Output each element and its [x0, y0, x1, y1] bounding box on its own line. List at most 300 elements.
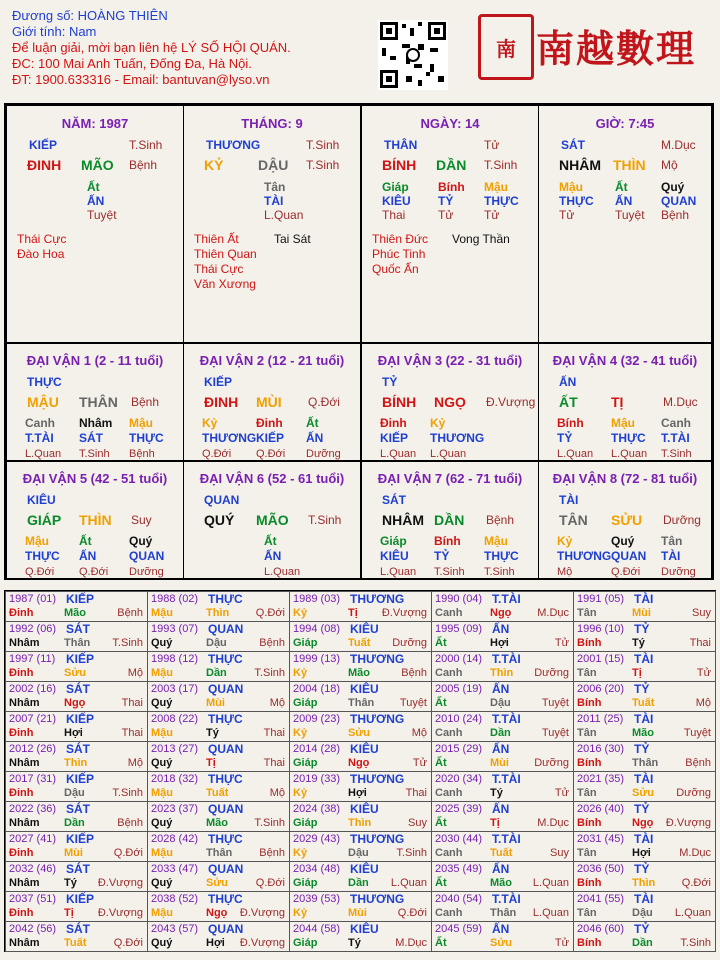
heavenly-stem: GIÁP: [27, 512, 62, 528]
year-label: 1988 (02): [151, 593, 199, 605]
star-label: Thiên Ất: [194, 232, 239, 246]
stage-label: Bệnh: [486, 513, 515, 527]
hidden-ten-god: THỰC: [25, 549, 60, 563]
year-label: 1990 (04): [435, 593, 483, 605]
year-branch: Hợi: [348, 787, 367, 799]
year-cell: [289, 861, 432, 892]
year-stem: Bính: [577, 877, 602, 889]
hidden-stage: Tuyệt: [87, 208, 117, 222]
year-cell: [573, 621, 716, 652]
year-stem: Mậu: [151, 787, 173, 799]
hidden-stem: Tân: [264, 180, 286, 194]
year-stage: Tuyệt: [399, 697, 427, 709]
year-label: 1991 (05): [577, 593, 625, 605]
year-label: 1994 (08): [293, 623, 341, 635]
pillar-cell: [361, 105, 539, 344]
year-cell: [573, 891, 716, 922]
year-ten-god: THƯƠNG: [350, 592, 405, 606]
hidden-stage: T.Sinh: [434, 566, 465, 578]
year-label: 2016 (30): [577, 743, 625, 755]
year-cell: [5, 801, 148, 832]
year-stage: Đ.Vượng: [239, 937, 285, 949]
year-stage: Q.Đới: [113, 847, 143, 859]
year-stem: Đinh: [9, 727, 34, 739]
year-cell: [289, 591, 432, 622]
ten-god-label: QUAN: [204, 493, 240, 507]
year-branch: Dậu: [632, 907, 653, 919]
year-branch: Tị: [64, 907, 74, 919]
year-ten-god: KIẾP: [66, 892, 95, 906]
year-branch: Tý: [206, 727, 219, 739]
year-stem: Kỷ: [293, 727, 308, 739]
year-cell: [431, 651, 574, 682]
year-branch: Dậu: [348, 847, 369, 859]
year-cell: [5, 621, 148, 652]
stage-label: Bệnh: [131, 395, 160, 409]
year-stage: Dưỡng: [676, 787, 711, 799]
year-stem: Kỷ: [293, 667, 308, 679]
year-cell: [289, 891, 432, 922]
year-cell: [573, 801, 716, 832]
year-stem: Bính: [577, 757, 602, 769]
hidden-stage: Dưỡng: [306, 448, 341, 460]
year-ten-god: TỶ: [634, 622, 650, 636]
year-stage: L.Quan: [674, 907, 711, 919]
year-cell: [147, 681, 290, 712]
hidden-ten-god: KIÊU: [380, 549, 409, 563]
year-ten-god: THƯƠNG: [350, 772, 405, 786]
logo-text: 南越數理: [536, 26, 697, 71]
year-stem: Nhâm: [9, 877, 40, 889]
year-cell: [431, 891, 574, 922]
stage-label: M.Dục: [661, 138, 696, 152]
year-label: 2025 (39): [435, 803, 483, 815]
year-stage: Dưỡng: [392, 637, 427, 649]
year-cell: [573, 741, 716, 772]
year-label: 1999 (13): [293, 653, 341, 665]
year-label: 2027 (41): [9, 833, 57, 845]
star-label: Thiên Quan: [194, 247, 257, 261]
year-stage: T.Sinh: [112, 787, 143, 799]
year-cell: [431, 801, 574, 832]
earthly-branch: THÂN: [79, 394, 118, 410]
year-stage: Mộ: [127, 757, 143, 769]
hidden-ten-god: TÀI: [661, 549, 681, 563]
year-ten-god: ẤN: [492, 622, 510, 636]
year-stage: T.Sinh: [396, 847, 427, 859]
hidden-stem: Canh: [25, 416, 55, 430]
earthly-branch: MÙI: [256, 394, 282, 410]
ten-god-label: TỶ: [382, 375, 398, 389]
year-cell: [5, 771, 148, 802]
year-stage: M.Dục: [537, 607, 569, 619]
year-ten-god: THỰC: [208, 772, 243, 786]
year-cell: [431, 861, 574, 892]
hidden-ten-god: THƯƠNG: [430, 431, 485, 445]
year-branch: Tị: [490, 817, 500, 829]
year-stem: Nhâm: [9, 697, 40, 709]
year-stem: Tân: [577, 667, 597, 679]
year-stage: Suy: [550, 847, 569, 859]
year-stage: Bệnh: [259, 637, 285, 649]
year-stage: L.Quan: [532, 907, 569, 919]
hidden-stem: Mậu: [611, 416, 635, 430]
ten-god-label: ẤN: [559, 375, 577, 389]
year-stem: Ất: [435, 757, 447, 769]
year-ten-god: TỶ: [634, 862, 650, 876]
year-ten-god: T.TÀI: [492, 592, 521, 606]
hidden-stage: L.Quan: [25, 448, 62, 460]
year-stage: Q.Đới: [113, 937, 143, 949]
year-cell: [573, 651, 716, 682]
year-cell: [5, 861, 148, 892]
hidden-ten-god: TỶ: [557, 431, 573, 445]
year-ten-god: TỶ: [634, 802, 650, 816]
year-cell: [147, 891, 290, 922]
year-ten-god: QUAN: [208, 742, 244, 756]
year-branch: Mùi: [206, 697, 225, 709]
year-cell: [5, 651, 148, 682]
year-stem: Tân: [577, 907, 597, 919]
luck-cycle-title: ĐẠI VẬN 6 (52 - 61 tuổi): [199, 471, 345, 486]
year-label: 2020 (34): [435, 773, 483, 785]
year-branch: Tị: [206, 757, 216, 769]
star-label: Tai Sát: [274, 232, 311, 246]
year-stage: Tử: [554, 637, 569, 649]
hidden-stem: Kỷ: [202, 416, 218, 430]
year-branch: Sửu: [348, 727, 371, 739]
year-stem: Bính: [577, 817, 602, 829]
hidden-stem: Tân: [661, 534, 683, 548]
year-stage: Suy: [692, 607, 711, 619]
pillar-title: GIỜ: 7:45: [595, 116, 655, 131]
hidden-stem: Đinh: [256, 416, 283, 430]
year-label: 2007 (21): [9, 713, 57, 725]
year-label: 2006 (20): [577, 683, 625, 695]
heavenly-stem: MẬU: [27, 394, 59, 410]
year-label: 2033 (47): [151, 863, 199, 875]
year-branch: Mùi: [632, 607, 651, 619]
year-stem: Nhâm: [9, 637, 40, 649]
luck-cycle-title: ĐẠI VẬN 8 (72 - 81 tuổi): [552, 471, 698, 486]
year-stem: Canh: [435, 787, 463, 799]
year-stage: Thai: [263, 727, 285, 739]
ten-god-label: THƯƠNG: [206, 138, 261, 152]
year-branch: Thân: [632, 757, 659, 769]
year-stage: T.Sinh: [112, 637, 143, 649]
hidden-stem: Quý: [129, 534, 153, 548]
year-stage: Mộ: [411, 727, 427, 739]
year-branch: Mùi: [348, 907, 367, 919]
year-label: 2031 (45): [577, 833, 625, 845]
year-stage: Suy: [408, 817, 427, 829]
hidden-stage: Tử: [559, 208, 575, 222]
year-cell: [147, 831, 290, 862]
year-cell: [431, 831, 574, 862]
year-stem: Kỷ: [293, 787, 308, 799]
heavenly-stem: TÂN: [559, 512, 588, 528]
year-stage: Đ.Vượng: [239, 907, 285, 919]
hidden-ten-god: TÀI: [264, 194, 284, 208]
year-label: 2035 (49): [435, 863, 483, 875]
star-label: Vong Thần: [452, 232, 510, 246]
star-label: Đào Hoa: [17, 247, 65, 261]
year-stem: Quý: [151, 697, 173, 709]
year-stage: Đ.Vượng: [665, 817, 711, 829]
year-ten-god: SÁT: [66, 622, 90, 636]
earthly-branch: THÌN: [79, 512, 112, 528]
year-label: 2005 (19): [435, 683, 483, 695]
year-label: 2015 (29): [435, 743, 483, 755]
year-cell: [573, 681, 716, 712]
year-branch: Dần: [490, 727, 511, 739]
year-branch: Tuất: [632, 697, 655, 709]
year-stage: Tử: [554, 787, 569, 799]
year-ten-god: KIÊU: [350, 742, 379, 756]
header-line: Giới tính: Nam: [12, 24, 97, 39]
hidden-stage: Bệnh: [661, 208, 690, 222]
year-label: 1992 (06): [9, 623, 57, 635]
year-stem: Canh: [435, 727, 463, 739]
year-branch: Dần: [206, 667, 227, 679]
luck-cycle-cell: [183, 460, 361, 580]
luck-cycle-cell: [6, 460, 184, 580]
year-stage: Dưỡng: [534, 667, 569, 679]
year-label: 2009 (23): [293, 713, 341, 725]
year-stem: Giáp: [293, 637, 318, 649]
hidden-ten-god: ẤN: [306, 431, 324, 445]
year-branch: Ngọ: [206, 907, 228, 919]
year-ten-god: QUAN: [208, 802, 244, 816]
ten-god-label: TÀI: [559, 493, 579, 507]
star-label: Thái Cực: [17, 232, 67, 246]
year-ten-god: T.TÀI: [492, 772, 521, 786]
hidden-stage: Mộ: [557, 566, 573, 578]
stage-label: T.Sinh: [306, 158, 340, 172]
year-label: 1996 (10): [577, 623, 625, 635]
year-cell: [5, 891, 148, 922]
year-ten-god: QUAN: [208, 922, 244, 936]
year-label: 2018 (32): [151, 773, 199, 785]
year-stem: Kỷ: [293, 607, 308, 619]
year-branch: Mão: [632, 727, 654, 739]
year-stem: Bính: [577, 937, 602, 949]
year-label: 2037 (51): [9, 893, 57, 905]
earthly-branch: DẬU: [258, 157, 289, 173]
heavenly-stem: ẤT: [559, 394, 578, 410]
year-ten-god: KIÊU: [350, 802, 379, 816]
hidden-stem: Mậu: [25, 534, 49, 548]
ten-god-label: KIẾP: [29, 138, 58, 152]
year-branch: Tuất: [490, 847, 513, 859]
year-stage: Q.Đới: [255, 877, 285, 889]
year-stem: Ất: [435, 697, 447, 709]
year-ten-god: ẤN: [492, 802, 510, 816]
heavenly-stem: NHÂM: [559, 157, 601, 173]
year-label: 2039 (53): [293, 893, 341, 905]
star-label: Thiên Đức: [372, 232, 429, 246]
year-label: 2014 (28): [293, 743, 341, 755]
year-ten-god: SÁT: [66, 682, 90, 696]
hidden-stem: Đinh: [380, 416, 407, 430]
year-cell: [289, 921, 432, 952]
hidden-stem: Mậu: [559, 180, 583, 194]
year-branch: Thân: [206, 847, 233, 859]
year-label: 2028 (42): [151, 833, 199, 845]
year-cell: [5, 681, 148, 712]
year-stem: Ất: [435, 637, 447, 649]
year-cell: [431, 771, 574, 802]
year-ten-god: ẤN: [492, 742, 510, 756]
year-stem: Mậu: [151, 727, 173, 739]
year-label: 2004 (18): [293, 683, 341, 695]
earthly-branch: THÌN: [613, 157, 646, 173]
year-cell: [147, 651, 290, 682]
stage-label: Mộ: [661, 158, 678, 172]
hidden-stage: L.Quan: [264, 566, 301, 578]
hidden-stage: Tử: [484, 208, 500, 222]
year-branch: Mão: [64, 607, 86, 619]
year-branch: Tý: [348, 937, 361, 949]
year-cell: [5, 591, 148, 622]
year-stage: Q.Đới: [397, 907, 427, 919]
year-branch: Tị: [348, 607, 358, 619]
year-label: 2030 (44): [435, 833, 483, 845]
year-ten-god: SÁT: [66, 802, 90, 816]
hidden-stage: Q.Đới: [202, 448, 232, 460]
star-label: Quốc Ấn: [372, 262, 419, 276]
pillar-cell: [538, 105, 712, 344]
luck-cycle-cell: [361, 460, 539, 580]
year-stem: Nhâm: [9, 817, 40, 829]
year-ten-god: KIÊU: [350, 862, 379, 876]
year-stage: Đ.Vượng: [97, 907, 143, 919]
year-cell: [573, 711, 716, 742]
year-branch: Mão: [490, 877, 512, 889]
seal-stamp: 南: [478, 14, 534, 80]
star-label: Văn Xương: [194, 277, 256, 291]
year-cell: [147, 591, 290, 622]
pillar-cell: [6, 105, 184, 344]
year-stem: Quý: [151, 937, 173, 949]
hidden-stem: Ất: [87, 180, 100, 194]
year-stage: L.Quan: [390, 877, 427, 889]
year-stem: Giáp: [293, 817, 318, 829]
hidden-stem: Mậu: [129, 416, 153, 430]
hidden-ten-god: THỰC: [559, 194, 594, 208]
year-stage: Đ.Vượng: [381, 607, 427, 619]
year-stage: Tuyệt: [541, 697, 569, 709]
year-ten-god: KIÊU: [350, 682, 379, 696]
heavenly-stem: QUÝ: [204, 512, 235, 528]
year-cell: [147, 861, 290, 892]
hidden-ten-god: QUAN: [129, 549, 165, 563]
hidden-stem: Quý: [611, 534, 635, 548]
year-ten-god: ẤN: [492, 922, 510, 936]
year-ten-god: TÀI: [634, 832, 654, 846]
heavenly-stem: BÍNH: [382, 157, 417, 173]
year-branch: Dần: [632, 937, 653, 949]
year-branch: Thân: [348, 697, 375, 709]
year-ten-god: TÀI: [634, 892, 654, 906]
year-stem: Canh: [435, 667, 463, 679]
year-label: 2000 (14): [435, 653, 483, 665]
year-branch: Thân: [64, 637, 91, 649]
year-stem: Đinh: [9, 907, 34, 919]
hidden-ten-god: QUAN: [661, 194, 697, 208]
year-stem: Canh: [435, 847, 463, 859]
year-branch: Thân: [490, 907, 517, 919]
header: [0, 0, 720, 100]
year-branch: Mùi: [490, 757, 509, 769]
hidden-stem: Ất: [306, 416, 319, 430]
year-branch: Thìn: [348, 817, 372, 829]
year-label: 2003 (17): [151, 683, 199, 695]
year-branch: Thìn: [632, 877, 656, 889]
year-ten-god: KIẾP: [66, 592, 95, 606]
hidden-stem: Nhâm: [79, 416, 113, 430]
year-ten-god: SÁT: [66, 862, 90, 876]
year-stem: Đinh: [9, 667, 34, 679]
hidden-stage: L.Quan: [264, 208, 304, 222]
year-branch: Sửu: [490, 937, 513, 949]
hidden-stage: Q.Đới: [256, 448, 286, 460]
stage-label: T.Sinh: [306, 138, 340, 152]
hidden-stem: Kỷ: [557, 534, 573, 548]
year-branch: Mùi: [64, 847, 83, 859]
year-stage: Bệnh: [117, 607, 143, 619]
year-label: 2008 (22): [151, 713, 199, 725]
hidden-stem: Quý: [661, 180, 685, 194]
hidden-ten-god: THỰC: [129, 431, 164, 445]
star-label: Phúc Tinh: [372, 247, 426, 261]
luck-cycle-title: ĐẠI VẬN 1 (2 - 11 tuổi): [26, 353, 164, 368]
year-branch: Hợi: [64, 727, 83, 739]
year-stage: Thai: [121, 727, 143, 739]
year-label: 1993 (07): [151, 623, 199, 635]
earthly-branch: DẦN: [436, 157, 467, 173]
year-branch: Ngọ: [490, 607, 512, 619]
year-stem: Giáp: [293, 697, 318, 709]
year-stage: L.Quan: [532, 877, 569, 889]
year-branch: Thìn: [490, 667, 514, 679]
hidden-stem: Ất: [79, 534, 92, 548]
earthly-branch: SỬU: [611, 512, 643, 528]
hidden-stem: Ất: [615, 180, 628, 194]
year-ten-god: T.TÀI: [492, 892, 521, 906]
year-stem: Mậu: [151, 667, 173, 679]
year-stage: Tử: [554, 937, 569, 949]
year-ten-god: TÀI: [634, 592, 654, 606]
year-ten-god: KIẾP: [66, 652, 95, 666]
year-stem: Kỷ: [293, 847, 308, 859]
earthly-branch: MÃO: [256, 512, 289, 528]
hidden-ten-god: ẤN: [615, 194, 633, 208]
year-cell: [431, 591, 574, 622]
year-stem: Bính: [577, 637, 602, 649]
year-stage: Dưỡng: [534, 757, 569, 769]
year-stage: Đ.Vượng: [97, 877, 143, 889]
stage-label: T.Sinh: [484, 158, 518, 172]
ten-god-label: THỰC: [27, 375, 62, 389]
luck-cycle-cell: [183, 342, 361, 462]
year-stem: Mậu: [151, 607, 173, 619]
year-ten-god: THỰC: [208, 652, 243, 666]
year-cell: [573, 591, 716, 622]
year-ten-god: THƯƠNG: [350, 712, 405, 726]
year-stage: Tuyệt: [541, 727, 569, 739]
year-cell: [147, 771, 290, 802]
